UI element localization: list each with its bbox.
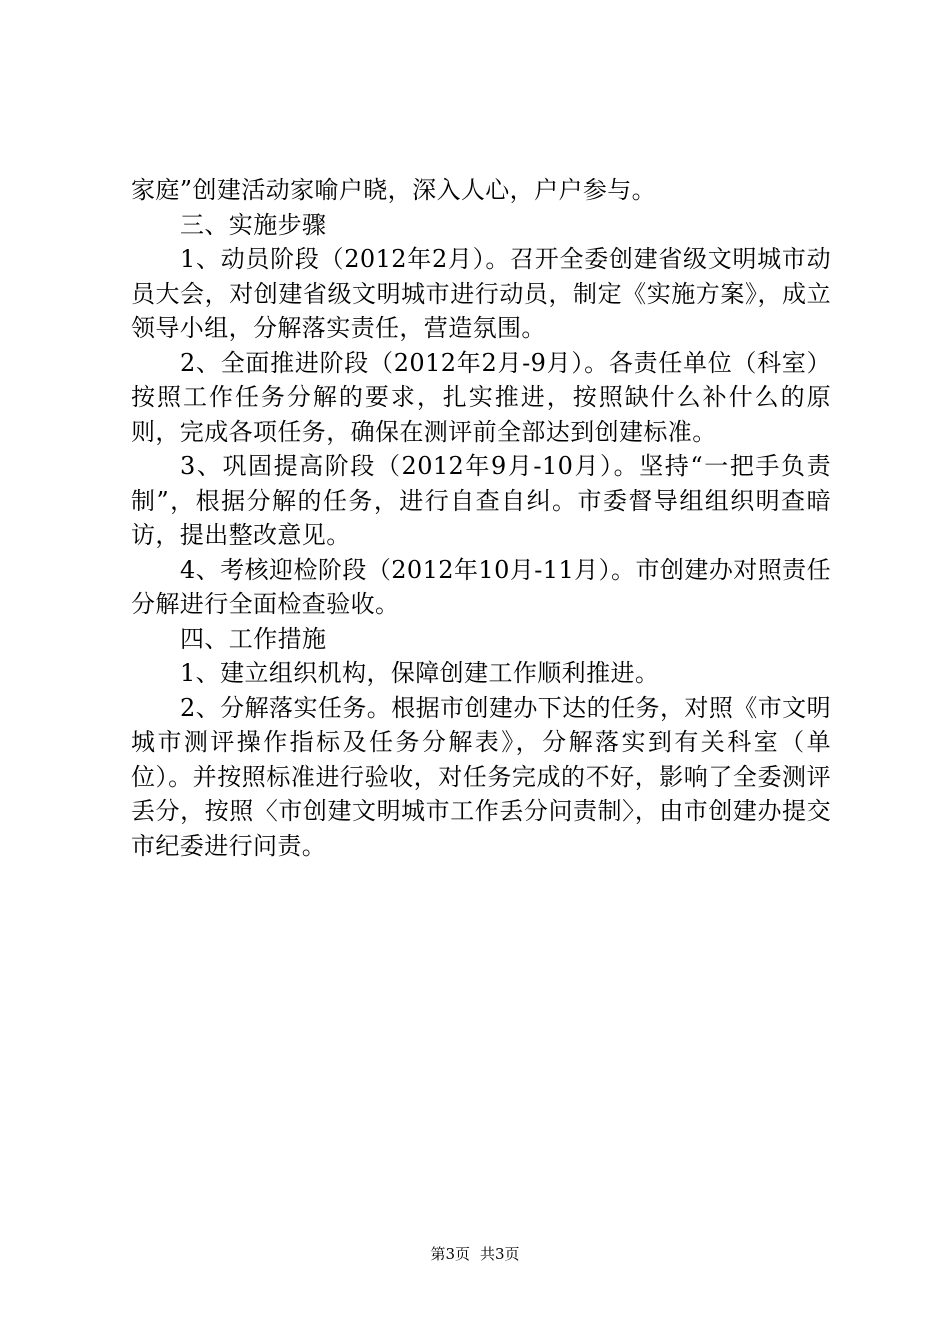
document-body (131, 173, 831, 863)
paragraph-task-breakdown: 2、分解落实任务。根据市创建办下达的任务，对照《市文明城市测评操作指标及任务分解表》，分解落实到有关科室（单位）。并按照标准进行验收，对任务完成的不好，影响了全委测评丢分，按照〈市创建文明城市工作丢分问责制〉，由市创建办提交市纪委进行问责。 (131, 693, 831, 860)
section-heading-implementation-steps: 三、实施步骤 (180, 210, 327, 239)
paragraph-continuation: 家庭”创建活动家喻户晓，深入人心，户户参与。 (131, 176, 657, 204)
page-total: 共3页 (480, 1245, 520, 1263)
paragraph-inspection-stage: 4、考核迎检阶段（2012年10月-11月）。市创建办对照责任分解进行全面检查验收。 (131, 555, 831, 618)
paragraph-consolidation-stage: 3、巩固提高阶段（2012年9月-10月）。坚持“一把手负责制”，根据分解的任务，进行自查自纠。市委督导组组织明查暗访，提出整改意见。 (131, 452, 831, 549)
paragraph-mobilization-stage: 1、动员阶段（2012年2月）。召开全委创建省级文明城市动员大会，对创建省级文明城市进行动员，制定《实施方案》，成立领导小组，分解落实责任，营造氛围。 (131, 245, 831, 342)
paragraph-full-promotion-stage: 2、全面推进阶段（2012年2月-9月）。各责任单位（科室）按照工作任务分解的要求，扎实推进，按照缺什么补什么的原则，完成各项任务，确保在测评前全部达到创建标准。 (131, 348, 831, 446)
paragraph-organization: 1、建立组织机构，保障创建工作顺利推进。 (180, 659, 660, 687)
page-footer (0, 1244, 950, 1264)
section-heading-work-measures: 四、工作措施 (180, 624, 327, 653)
page-number: 第3页 (430, 1245, 470, 1263)
